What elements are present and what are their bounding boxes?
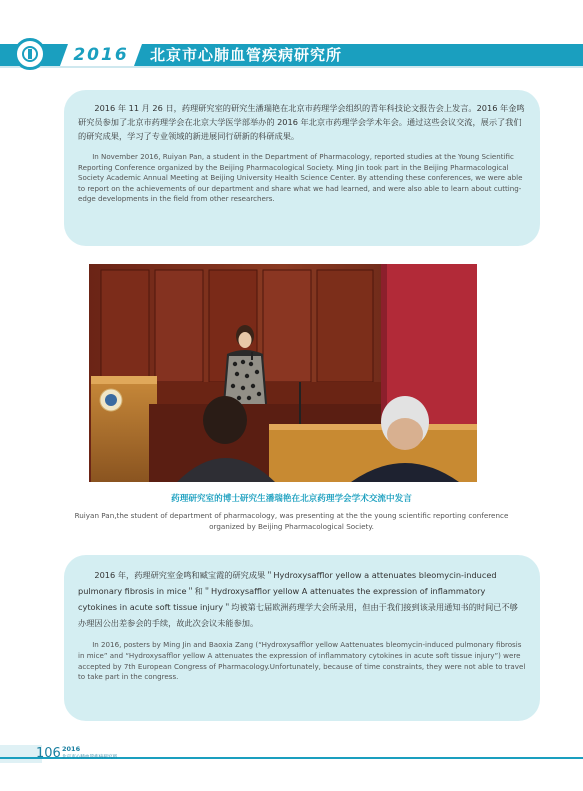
- photo-caption-english: Ruiyan Pan,the student of department of pharmacology, was presenting at the the young scientific reporting conference organized by Beijing Pharmacological Society.: [74, 511, 509, 531]
- header-year-badge: [60, 44, 142, 66]
- conference-photo-illustration: [89, 264, 477, 482]
- header-title: 北京市心肺血管疾病研究所: [150, 46, 343, 64]
- institute-logo-icon: [14, 38, 46, 70]
- page-number: 106: [36, 746, 61, 761]
- header-year: 2016: [73, 45, 129, 65]
- photo-caption-chinese: 药理研究室的博士研究生潘瑞艳在北京药理学会学术交流中发言: [171, 494, 412, 504]
- footer-org-name: 北京市心肺血管疾病研究所: [62, 755, 118, 760]
- footer-year: 2016: [62, 745, 81, 753]
- poster-chinese-paragraph: 2016 年，药理研究室金鸣和臧宝霞的研究成果＂Hydroxysafflor yellow a attenuates bleomycin-induced pulmonary fibrosis in mice＂和＂Hydroxysafflor yellow A attenuates the expression of inflammatory cytokines in acute soft tissue injury＂均被第七届欧洲药理学大会所录用，但由于我们接到该录用通知书的时间已不够办理因公出差参会的手续，故此次会议未能参加。: [78, 570, 518, 628]
- poster-english-paragraph: In 2016, posters by Ming Jin and Baoxia Zang (“Hydroxysafflor yellow Aattenuates bleomycin-induced pulmonary fibrosis in mice” and “Hydroxysafflor yellow A attenuates the expression of inflammatory cytokines in acute soft tissue injury”) were accepted by 7th European Congress of Pharmacology.Unfortunately, because of time constraints, they were not able to travel to take part in the congress.: [78, 640, 526, 682]
- intro-text-box: [64, 90, 540, 246]
- intro-chinese-paragraph: 2016 年 11 月 26 日，药理研究室的研究生潘瑞艳在北京市药理学会组织的青年科技论文报告会上发言。2016 年金鸣研究员参加了北京市药理学会在北京大学医学部举办的 2016 年北京市药理学会学术年会。通过这些会议交流，展示了我们的研究成果，学习了专业领域的新进展同行研新的科研成果。: [78, 103, 525, 141]
- poster-text-box: [64, 555, 540, 721]
- conference-photo: [89, 264, 477, 482]
- header-underline: [0, 66, 583, 68]
- intro-english-paragraph: In November 2016, Ruiyan Pan, a student in the Department of Pharmacology, reported studies at the Young Scientific Reporting Conference organized by the Beijing Pharmacological Society. Ming Jin took part in the Beijing Pharmacological Society Academic Annual Meeting at Beijing University Health Science Center. By attending these conferences, we were able to report on the achievements of our department and share what we had learned, and were also able to learn about cutting-edge developments in the field from other researchers.: [78, 152, 523, 204]
- page-header: [0, 36, 583, 72]
